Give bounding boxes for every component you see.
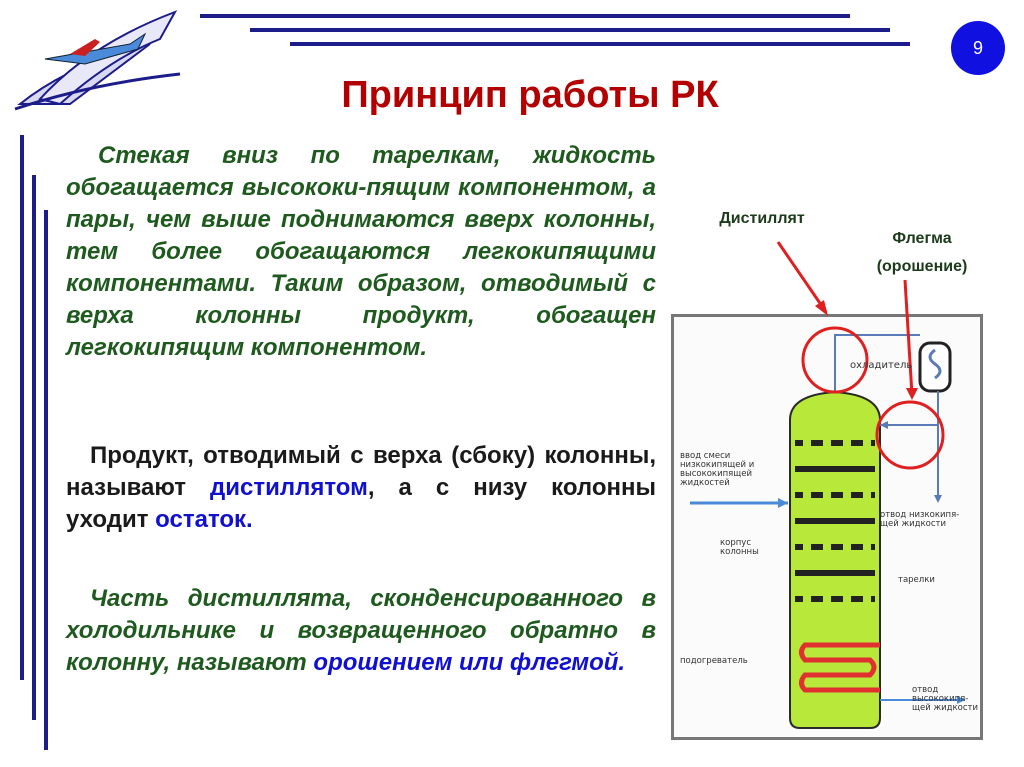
heater-label: подогреватель [680,656,748,666]
paragraph-1: Стекая вниз по тарелкам, жидкость обогащается высококи-пящим компонентом, а пары, чем выше поднимаются вверх колонны, тем более обогащаются легкокипящими компонентами. Таким образом, отводимый с верха колонны продукт, обогащен легкокипящим компонентом. [66,142,656,361]
high-boiling-outlet-label [912,686,978,713]
body-label-line-2: колонны [720,547,759,557]
paragraph-2-text-b: , а с низу колонны уходит [66,474,656,533]
cooler-label: охладитель [850,360,913,371]
reflux-term: орошением или флегмой. [313,649,626,676]
paragraph-3-text-a: Часть дистиллята, сконденсированного в холодильнике и возвращенного обратно в колонну, называют [66,585,656,676]
body-label [720,539,759,557]
slide-title: Принцип работы РК [341,74,719,116]
feed-label-line-3: высококипящей [680,469,753,479]
distillate-term: дистиллятом [210,474,368,501]
feed-label-line-4: жидкостей [680,478,730,488]
low-boiling-outlet-line-1: отвод низкокипя- [880,510,960,520]
feed-label-line-2: низкокипящей и [680,460,755,470]
high-boiling-outlet-line-2: высококипя- [912,694,969,704]
high-boiling-outlet-line-1: отвод [912,685,939,695]
low-boiling-outlet-line-2: щей жидкости [880,519,947,529]
feed-label [680,452,754,488]
phlegm-label-line-1: Флегма [892,230,952,247]
trays-label: тарелки [898,575,935,585]
phlegm-label-line-2: (орошение) [876,258,968,275]
page-number-badge: 9 [951,21,1005,75]
body-label-line-1: корпус [720,538,751,548]
distillate-label: Дистиллят [719,210,805,227]
feed-label-line-1: ввод смеси [680,451,731,461]
paragraph-2-text-a: Продукт, отводимый с верха (сбоку) колонны, называют [66,442,656,501]
residue-term: остаток. [155,506,253,533]
high-boiling-outlet-line-3: щей жидкости [912,703,979,713]
low-boiling-outlet-label [880,511,959,529]
